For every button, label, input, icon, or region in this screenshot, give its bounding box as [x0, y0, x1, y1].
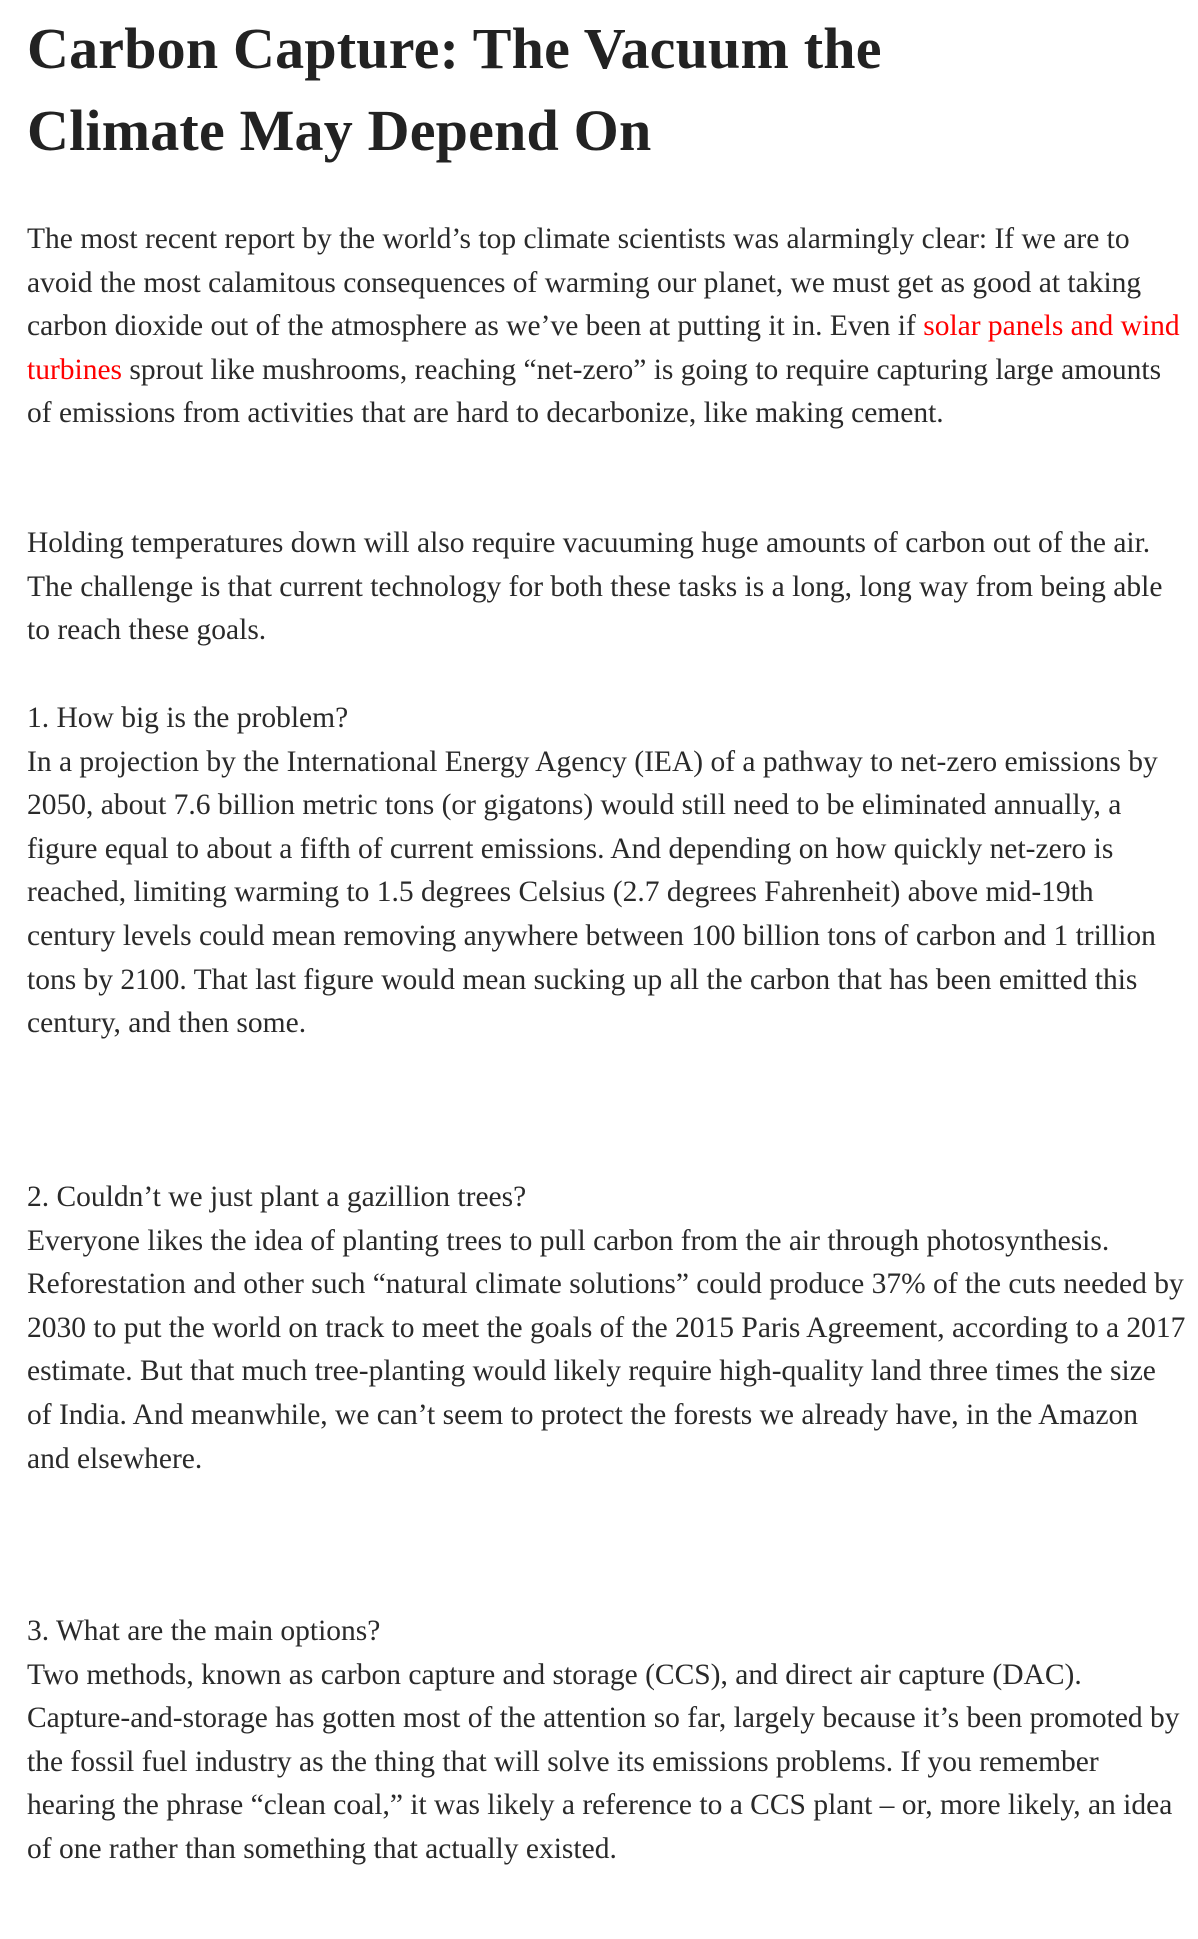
- section-3-body: Two methods, known as carbon capture and storage (CCS), and direct air capture (DAC). Capture-and-storage has gotten most of the attention so far, largely because it’s been promoted by the fossil fuel industry as the thing that will solve its emissions problems. If you remember hearing the phrase “clean coal,” it was likely a reference to a CCS plant – or, more likely, an idea of one rather than something that actually existed.: [27, 1658, 1180, 1865]
- intro-text-before-link: The most recent report by the world’s top climate scientists was alarmingly clear: If we are to avoid the most calamitous consequences of warming our planet, we must get as good at taking carbon dioxide out of the atmosphere as we’ve been at putting it in. Even if: [27, 223, 1142, 343]
- section-1-heading: 1. How big is the problem?: [27, 702, 349, 734]
- section-1-body: In a projection by the International Energy Agency (IEA) of a pathway to net-zero emissions by 2050, about 7.6 billion metric tons (or gigatons) would still need to be eliminated annually, a figure equal to about a fifth of current emissions. And depending on how quickly net-zero is reached, limiting warming to 1.5 degrees Celsius (2.7 degrees Fahrenheit) above mid-19th century levels could mean removing anywhere between 100 billion tons of carbon and 1 trillion tons by 2100. That last figure would mean sucking up all the carbon that has been emitted this century, and then some.: [27, 745, 1158, 1040]
- article-title: [27, 8, 1187, 172]
- article-title-line-2: Climate May Depend On: [27, 98, 652, 163]
- section-3-heading: 3. What are the main options?: [27, 1615, 381, 1647]
- intro-text-after-link: sprout like mushrooms, reaching “net-zero” is going to require capturing large amounts of emissions from activities that are hard to decarbonize, like making cement.: [27, 353, 1162, 430]
- section-3: [27, 1610, 1187, 1872]
- solar-wind-link[interactable]: solar panels and wind turbines: [27, 310, 1180, 386]
- intro-paragraph: [27, 218, 1187, 436]
- section-2-body: Everyone likes the idea of planting trees to pull carbon from the air through photosynthesis. Reforestation and other such “natural climate solutions” could produce 37% of the cuts needed by 2030 to put the world on track to meet the goals of the 2015 Paris Agreement, according to a 2017 estimate. But that much tree-planting would likely require high-quality land three times the size of India. And meanwhile, we can’t seem to protect the forests we already have, in the Amazon and elsewhere.: [27, 1224, 1186, 1475]
- second-paragraph: Holding temperatures down will also require vacuuming huge amounts of carbon out of the air. The challenge is that current technology for both these tasks is a long, long way from being able to reach these goals.: [27, 527, 1163, 647]
- section-1: [27, 697, 1187, 1046]
- article: [27, 0, 1187, 1865]
- article-title-line-1: Carbon Capture: The Vacuum the: [27, 16, 882, 81]
- section-2: [27, 1176, 1187, 1481]
- section-2-heading: 2. Couldn’t we just plant a gazillion trees?: [27, 1181, 527, 1213]
